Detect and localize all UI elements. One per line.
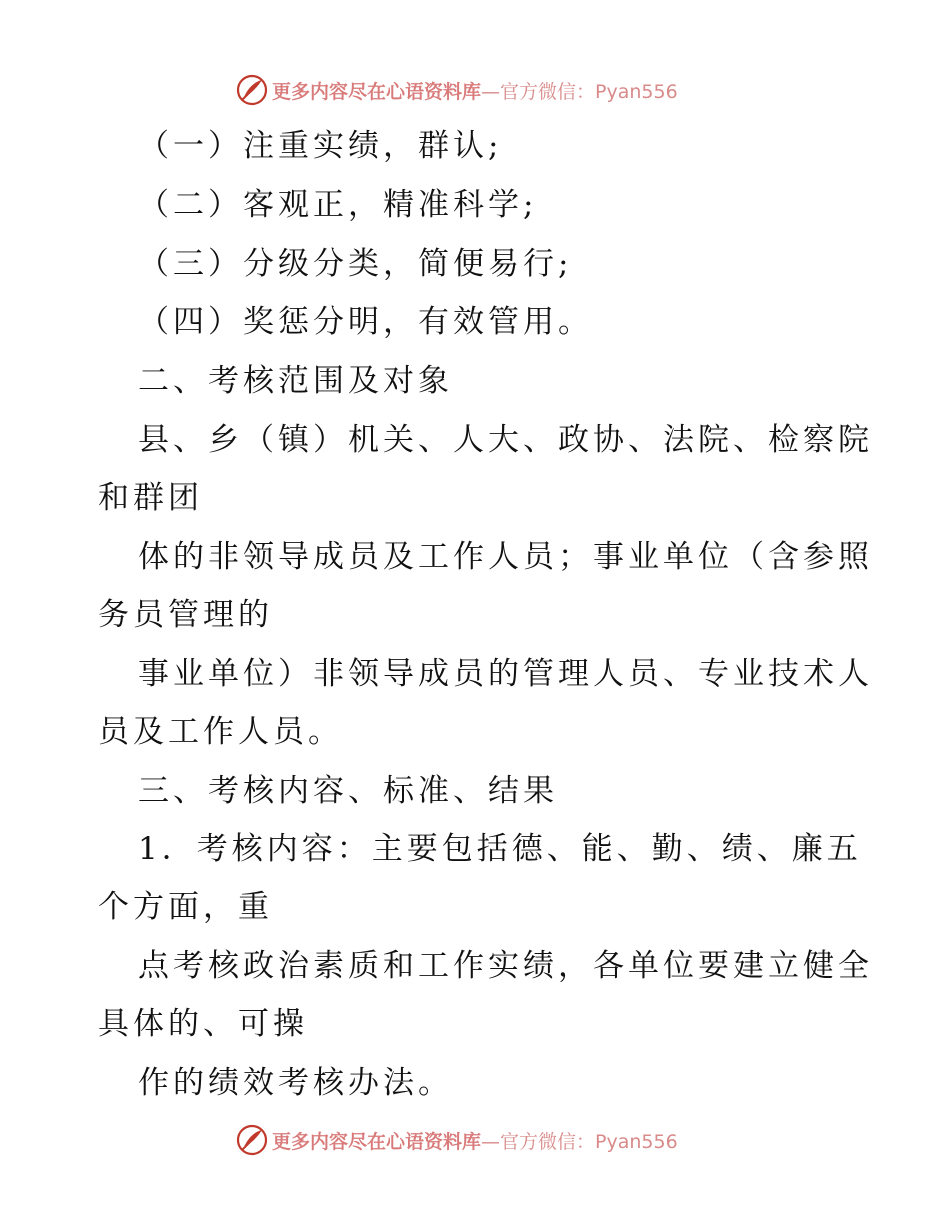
- paragraph-line: 务员管理的: [98, 597, 273, 633]
- feather-pen-logo-icon: [236, 1124, 268, 1156]
- paragraph-line: 员及工作人员。: [98, 714, 343, 750]
- paragraph-line: （一）注重实绩，群认;: [138, 128, 503, 164]
- paragraph-line: （二）客观正，精准科学;: [138, 187, 538, 223]
- watermark-brand-text: 更多内容尽在心语资料库: [272, 1130, 482, 1153]
- watermark-brand-text: 更多内容尽在心语资料库: [272, 80, 482, 103]
- watermark-contact-text: —官方微信：Pyan556: [481, 1130, 678, 1153]
- paragraph-line: 个方面，重: [98, 889, 273, 925]
- watermark-contact-text: —官方微信：Pyan556: [481, 80, 678, 103]
- paragraph-line: 体的非领导成员及工作人员；事业单位（含参照: [138, 539, 873, 575]
- paragraph-line: 1．考核内容：主要包括德、能、勤、绩、廉五: [138, 831, 862, 867]
- header-watermark: [236, 72, 678, 108]
- paragraph-line: 县、乡（镇）机关、人大、政协、法院、检察院: [138, 422, 873, 458]
- paragraph-line: 点考核政治素质和工作实绩，各单位要建立健全: [138, 948, 873, 984]
- paragraph-line: 事业单位）非领导成员的管理人员、专业技术人: [138, 656, 873, 692]
- paragraph-line: 和群团: [98, 480, 203, 516]
- paragraph-line: （三）分级分类，简便易行;: [138, 246, 573, 282]
- paragraph-line: 作的绩效考核办法。: [138, 1065, 453, 1101]
- section-heading: 二、考核范围及对象: [138, 363, 453, 399]
- paragraph-line: （四）奖惩分明，有效管用。: [138, 304, 593, 340]
- footer-watermark: [236, 1122, 678, 1158]
- section-heading: 三、考核内容、标准、结果: [138, 773, 558, 809]
- feather-pen-logo-icon: [236, 74, 268, 106]
- paragraph-line: 具体的、可操: [98, 1006, 308, 1042]
